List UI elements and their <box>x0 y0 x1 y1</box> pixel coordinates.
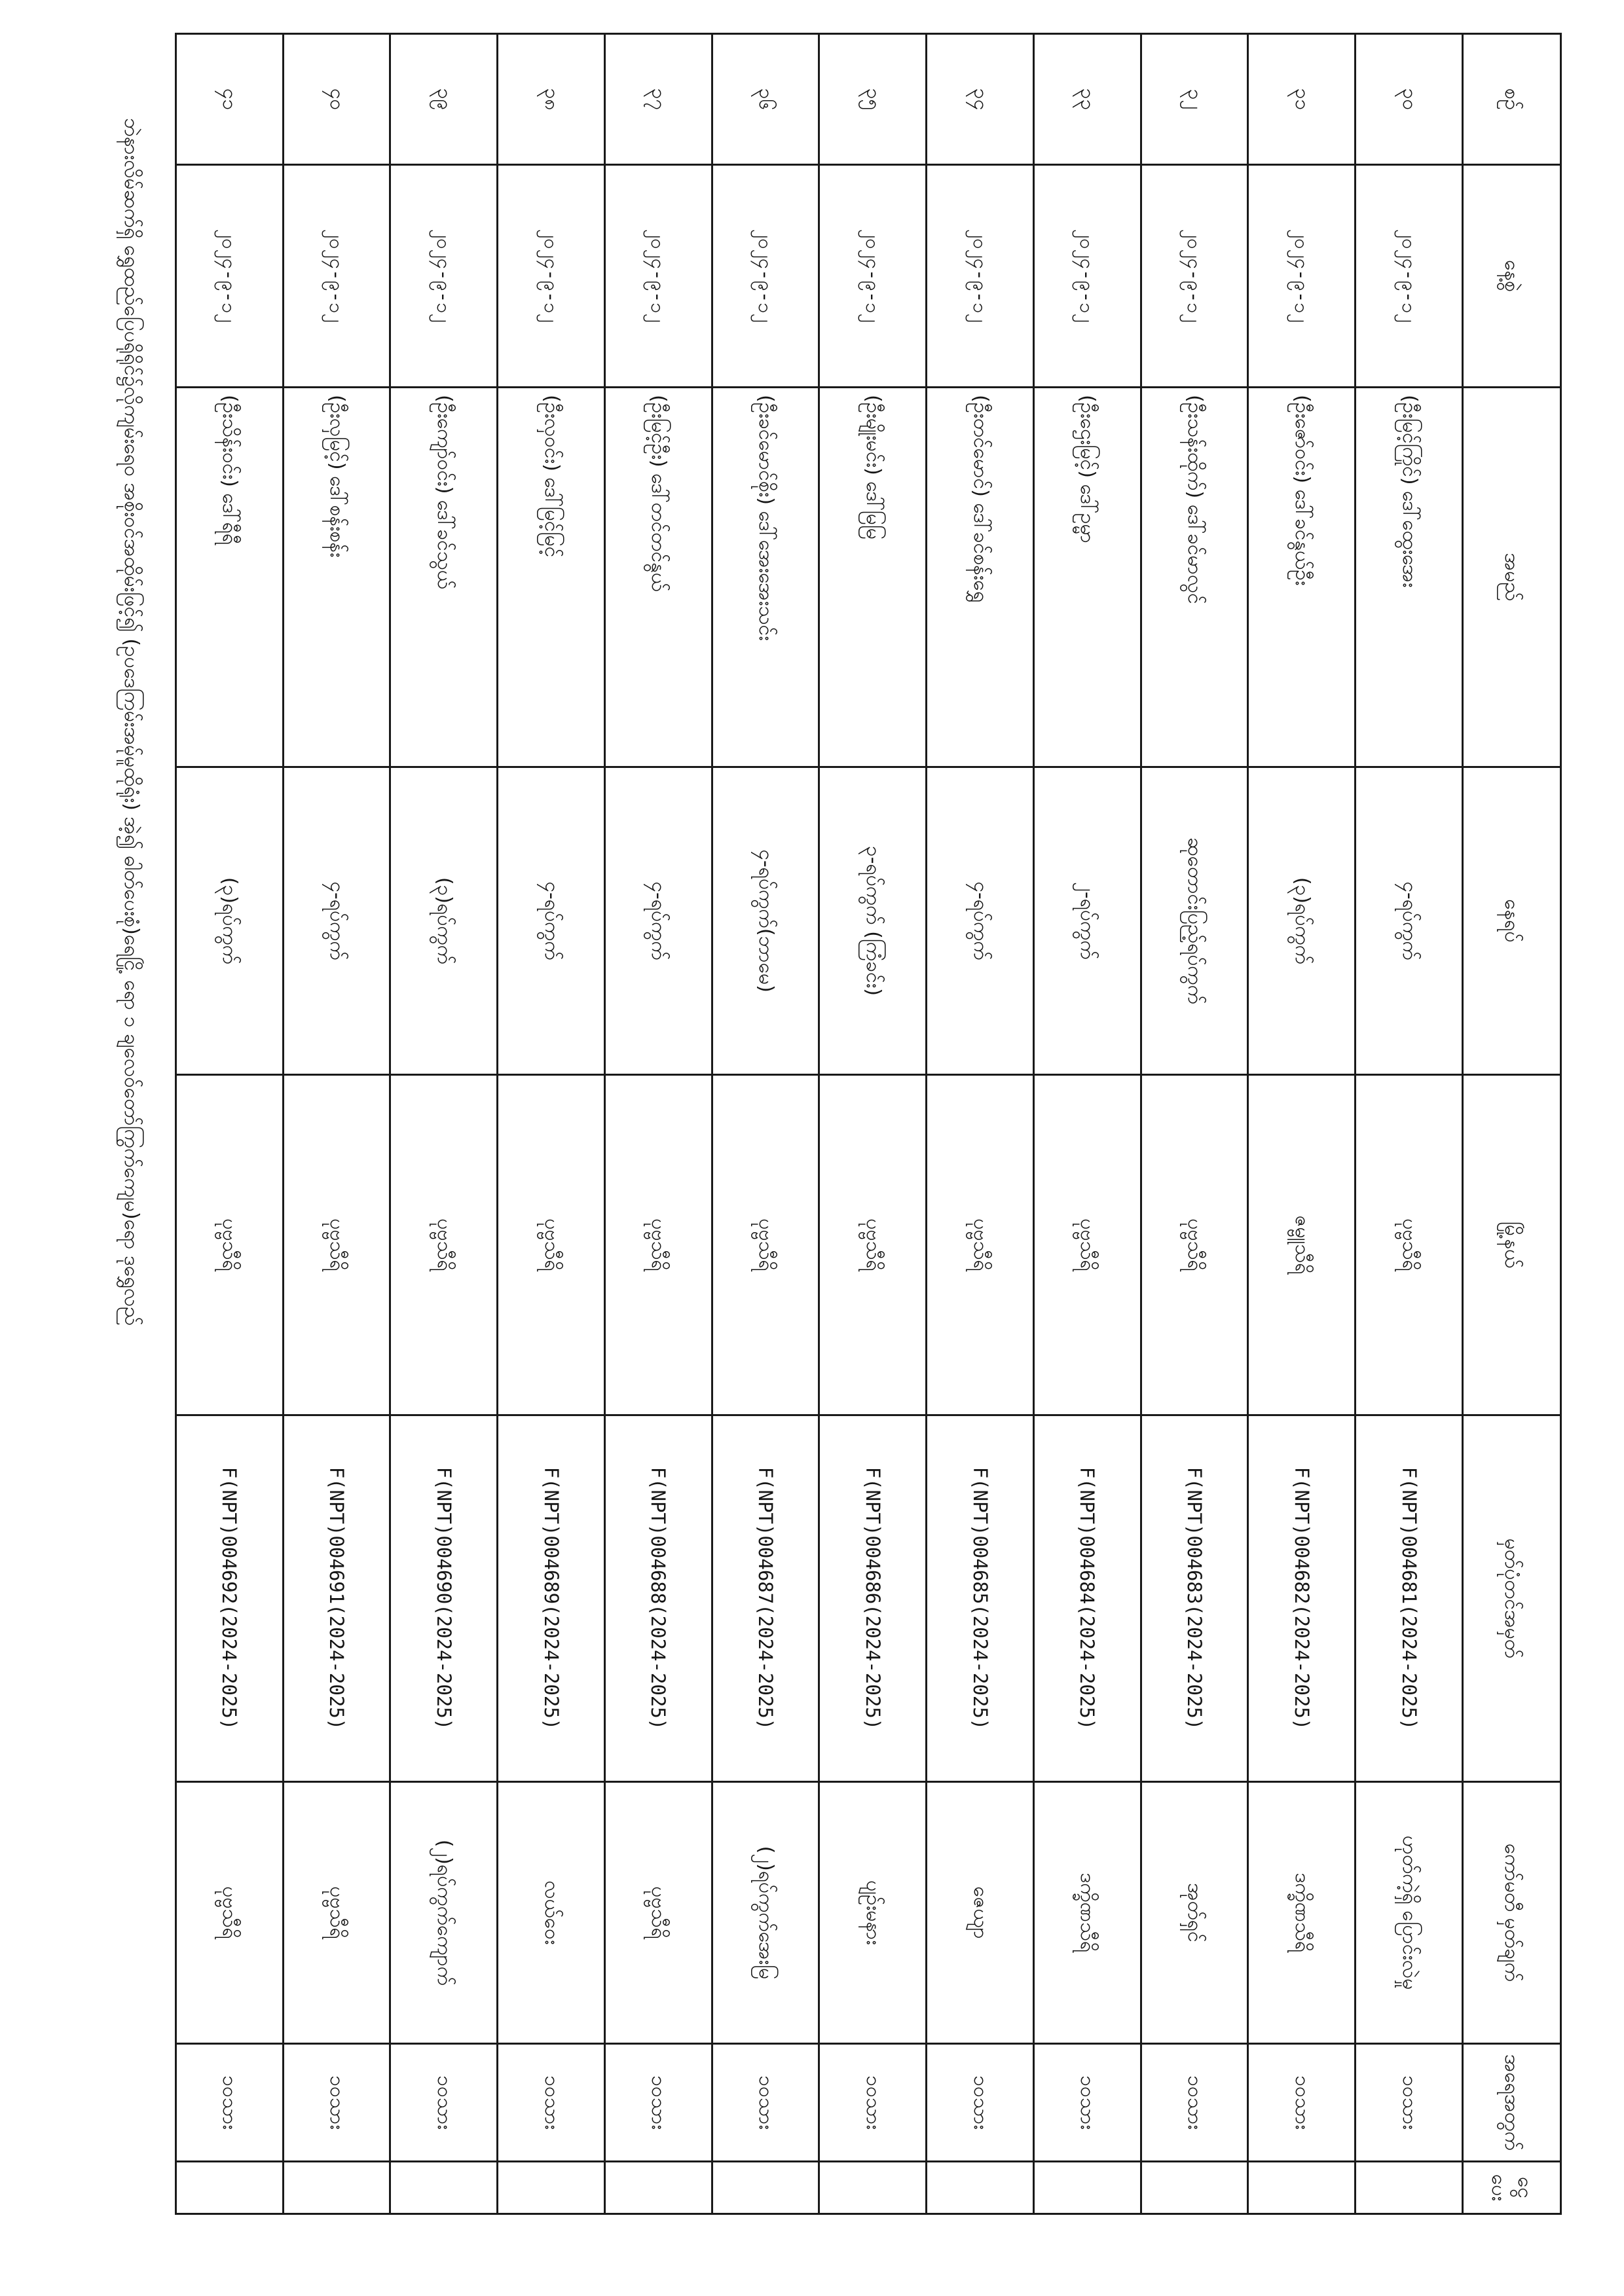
row-date: ၂၀၂၄-၉-၁၂ <box>712 165 819 388</box>
header-unit: အရေအတွက် <box>1463 2044 1561 2162</box>
row-date: ၂၀၂၄-၉-၁၂ <box>1248 165 1356 388</box>
row-extra <box>712 2162 819 2214</box>
row-no: ၃၅ <box>819 34 927 165</box>
table-row <box>927 34 1034 2214</box>
row-name: (ဦးသန်းထိုက်) ဒေါ်ခင်မာလွင် <box>1141 388 1248 767</box>
row-township: ပုဗ္ဗသီရိ <box>1034 1075 1141 1415</box>
row-extra <box>176 2162 284 2214</box>
header-no: စဉ် <box>1463 34 1561 165</box>
row-reg-no: F(NPT)004691(2024-2025) <box>283 1415 390 1782</box>
row-remark: ဇေယျာ <box>927 1782 1034 2044</box>
table-header-row <box>1463 34 1561 2214</box>
row-extra <box>283 2162 390 2214</box>
row-date: ၂၀၂၄-၉-၁၂ <box>390 165 498 388</box>
row-township: ပုဗ္ဗသီရိ <box>1141 1075 1248 1415</box>
table-row <box>390 34 498 2214</box>
row-township: ပုဗ္ဗသီရိ <box>712 1075 819 1415</box>
row-no: ၄၀ <box>283 34 390 165</box>
row-extra <box>819 2162 927 2214</box>
row-reg-no: F(NPT)004685(2024-2025) <box>927 1415 1034 1782</box>
row-date: ၂၀၂၄-၉-၁၂ <box>283 165 390 388</box>
row-unit: ၁၀သား <box>390 2044 498 2162</box>
row-remark: ဟုတ်ကဲ့ရှိ ပြောင်းလဲမှု <box>1356 1782 1463 2044</box>
page-title: ဘဲနားလိမ်ဆက်ရှိ ရွှေထည်ပြေပရိုရိုင်၌လိုကျမ်းရေဝ အစိုးဝင်အထိုမ်းဖြင့်၍ (ဥပဒေကြမ်းအမ်ုမူထိုရုံး) အဲ့၍ ဓါတ်ပေးစုံ)ရေငြို့ ရော ၁ ချလေဝ်တော်ကြွက်ကျေမ)ရော ဒုရွှေလည် <box>120 118 143 1326</box>
row-township: ပုဗ္ဗသီရိ <box>283 1075 390 1415</box>
header-date: နေ့စွဲ <box>1463 165 1561 388</box>
header-name: အမည် <box>1463 388 1561 767</box>
row-address: ၄-ရပ်ကွက် <box>498 767 605 1075</box>
row-no: ၃၃ <box>1034 34 1141 165</box>
row-reg-no: F(NPT)004690(2024-2025) <box>390 1415 498 1782</box>
row-address: ၄-ရပ်ကွက် <box>1356 767 1463 1075</box>
table-row <box>1141 34 1248 2214</box>
row-name: (ဦးကျော်ဝင်း) ဒေါ်ခင်သွယ် <box>390 388 498 767</box>
row-address: ၄-ရပ်ကွက် <box>605 767 712 1075</box>
row-unit: ၁၀သား <box>498 2044 605 2162</box>
row-address: (၃)ရပ်ကွက် <box>390 767 498 1075</box>
row-date: ၂၀၂၄-၉-၁၂ <box>605 165 712 388</box>
row-address: ဆုတောင်းပြည့်ရပ်ကွက် <box>1141 767 1248 1075</box>
row-address: ၄-ရပ်ကွက် <box>927 767 1034 1075</box>
row-unit: ၁၀သား <box>1248 2044 1356 2162</box>
registration-table <box>175 33 1562 2215</box>
row-extra <box>1034 2162 1141 2214</box>
row-remark: (၂)ရပ်ကွက်အေးမြ <box>712 1782 819 2044</box>
table-row <box>712 34 819 2214</box>
row-unit: ၁၀သား <box>819 2044 927 2162</box>
row-address: ၄-ရပ်ကွက် <box>283 767 390 1075</box>
table-row <box>1248 34 1356 2214</box>
row-name: (ဦးမျိုးမင်း) ဒေါ်မြမြ <box>819 388 927 767</box>
row-address: ၄-ရပ်ကွက်(ဘာမေ) <box>712 767 819 1075</box>
header-remark: ကော်မတီ မှတ်ချက် <box>1463 1782 1561 2044</box>
row-remark: (၂)ရပ်ကွက်ကျောက် <box>390 1782 498 2044</box>
row-reg-no: F(NPT)004692(2024-2025) <box>176 1415 284 1782</box>
row-extra <box>390 2162 498 2214</box>
row-remark: အုတ်ရှင် <box>1141 1782 1248 2044</box>
row-unit: ၁၀သား <box>176 2044 284 2162</box>
row-date: ၂၀၂၄-၉-၁၂ <box>1141 165 1248 388</box>
row-reg-no: F(NPT)004681(2024-2025) <box>1356 1415 1463 1782</box>
table-row <box>1356 34 1463 2214</box>
table-row <box>498 34 605 2214</box>
row-extra <box>605 2162 712 2214</box>
header-address: နေရပ် <box>1463 767 1561 1075</box>
row-no: ၃၉ <box>390 34 498 165</box>
row-extra <box>1356 2162 1463 2214</box>
row-township: ပုဗ္ဗသီရိ <box>819 1075 927 1415</box>
row-reg-no: F(NPT)004684(2024-2025) <box>1034 1415 1141 1782</box>
row-date: ၂၀၂၄-၉-၁၂ <box>1034 165 1141 388</box>
row-no: ၄၁ <box>176 34 284 165</box>
row-extra <box>927 2162 1034 2214</box>
row-remark: ပုဗ္ဗသီရိ <box>605 1782 712 2044</box>
row-township: ပုဗ္ဗသီရိ <box>927 1075 1034 1415</box>
table-row <box>819 34 927 2214</box>
row-name: (ဦးခင်မောင်စိုး) ဒေါ်အေးအေးသင်း <box>712 388 819 767</box>
header-reg-no: မှတ်ပုံတင်အမှတ် <box>1463 1415 1561 1782</box>
row-remark: ပုဗ္ဗသီရိ <box>176 1782 284 2044</box>
row-township: ပုဗ္ဗသီရိ <box>176 1075 284 1415</box>
row-remark: ပုဗ္ဗသီရိ <box>283 1782 390 2044</box>
table-row <box>605 34 712 2214</box>
row-reg-no: F(NPT)004683(2024-2025) <box>1141 1415 1248 1782</box>
row-extra <box>498 2162 605 2214</box>
header-extra: ငွေပေး <box>1463 2162 1561 2214</box>
row-address: ၂-ရပ်ကွက် <box>1034 767 1141 1075</box>
row-township: ပုဗ္ဗသီရိ <box>498 1075 605 1415</box>
table-row <box>176 34 284 2214</box>
row-township: ပုဗ္ဗသီရိ <box>1356 1075 1463 1415</box>
row-name: (ဦးလှဝင်း) ဒေါ်မြင့်မြင့် <box>498 388 605 767</box>
row-name: (ဦးတင်မောင်) ဒေါ်ခင်စန်းရွှေ <box>927 388 1034 767</box>
row-date: ၂၀၂၄-၉-၁၂ <box>176 165 284 388</box>
row-address: (၃)ရပ်ကွက် <box>176 767 284 1075</box>
row-no: ၃၂ <box>1141 34 1248 165</box>
row-reg-no: F(NPT)004689(2024-2025) <box>498 1415 605 1782</box>
row-name: (ဦးသိန်းဝင်း) ဒေါ်ရီရီ <box>176 388 284 767</box>
row-extra <box>1248 2162 1356 2214</box>
row-reg-no: F(NPT)004686(2024-2025) <box>819 1415 927 1782</box>
row-reg-no: F(NPT)004682(2024-2025) <box>1248 1415 1356 1782</box>
row-no: ၃၀ <box>1356 34 1463 165</box>
row-no: ၃၈ <box>498 34 605 165</box>
row-unit: ၁၀သား <box>1356 2044 1463 2162</box>
header-township: မြို့နယ် <box>1463 1075 1561 1415</box>
row-date: ၂၀၂၄-၉-၁၂ <box>498 165 605 388</box>
row-remark: လယ်ဝေး <box>498 1782 605 2044</box>
row-date: ၂၀၂၄-၉-၁၂ <box>927 165 1034 388</box>
row-unit: ၁၀သား <box>927 2044 1034 2162</box>
row-name: (ဦးလှမြင့်) ဒေါ်စန်းစန်း <box>283 388 390 767</box>
row-address: (၃)ရပ်ကွက် <box>1248 767 1356 1075</box>
row-address: ၃-ရပ်ကွက် (ကြံခင်း) <box>819 767 927 1075</box>
table-row <box>1034 34 1141 2214</box>
row-township: ပုဗ္ဗသီရိ <box>390 1075 498 1415</box>
row-township: ပုဗ္ဗသီရိ <box>605 1075 712 1415</box>
row-no: ၃၆ <box>712 34 819 165</box>
row-unit: ၁၀သား <box>283 2044 390 2162</box>
row-remark: ပျဉ်းမနား <box>819 1782 927 2044</box>
row-remark: ဒက္ခိဏသီရိ <box>1034 1782 1141 2044</box>
row-reg-no: F(NPT)004688(2024-2025) <box>605 1415 712 1782</box>
row-date: ၂၀၂၄-၉-၁၂ <box>819 165 927 388</box>
row-remark: ဒက္ခိဏသီရိ <box>1248 1782 1356 2044</box>
row-unit: ၁၀သား <box>605 2044 712 2162</box>
row-name: (ဦးမြင့်ဦး) ဒေါ်တင်တင်နွယ် <box>605 388 712 767</box>
row-no: ၃၇ <box>605 34 712 165</box>
row-name: (ဦးမြင့်ကြိုင်) ဒေါ်ထွေးအေး <box>1356 388 1463 767</box>
row-unit: ၁၀သား <box>1034 2044 1141 2162</box>
row-extra <box>1141 2162 1248 2214</box>
row-no: ၃၁ <box>1248 34 1356 165</box>
row-unit: ၁၀သား <box>712 2044 819 2162</box>
row-name: (ဦးဇော်ဝင်း) ဒေါ်ခင်နွယ်ဦး <box>1248 388 1356 767</box>
row-name: (ဦးဌေးမြင့်) ဒေါ်ဥမ္မာ <box>1034 388 1141 767</box>
row-reg-no: F(NPT)004687(2024-2025) <box>712 1415 819 1782</box>
row-no: ၃၄ <box>927 34 1034 165</box>
row-date: ၂၀၂၄-၉-၁၂ <box>1356 165 1463 388</box>
table-row <box>283 34 390 2214</box>
row-unit: ၁၀သား <box>1141 2044 1248 2162</box>
row-township: ဇမ္ဗူသီရိ <box>1248 1075 1356 1415</box>
